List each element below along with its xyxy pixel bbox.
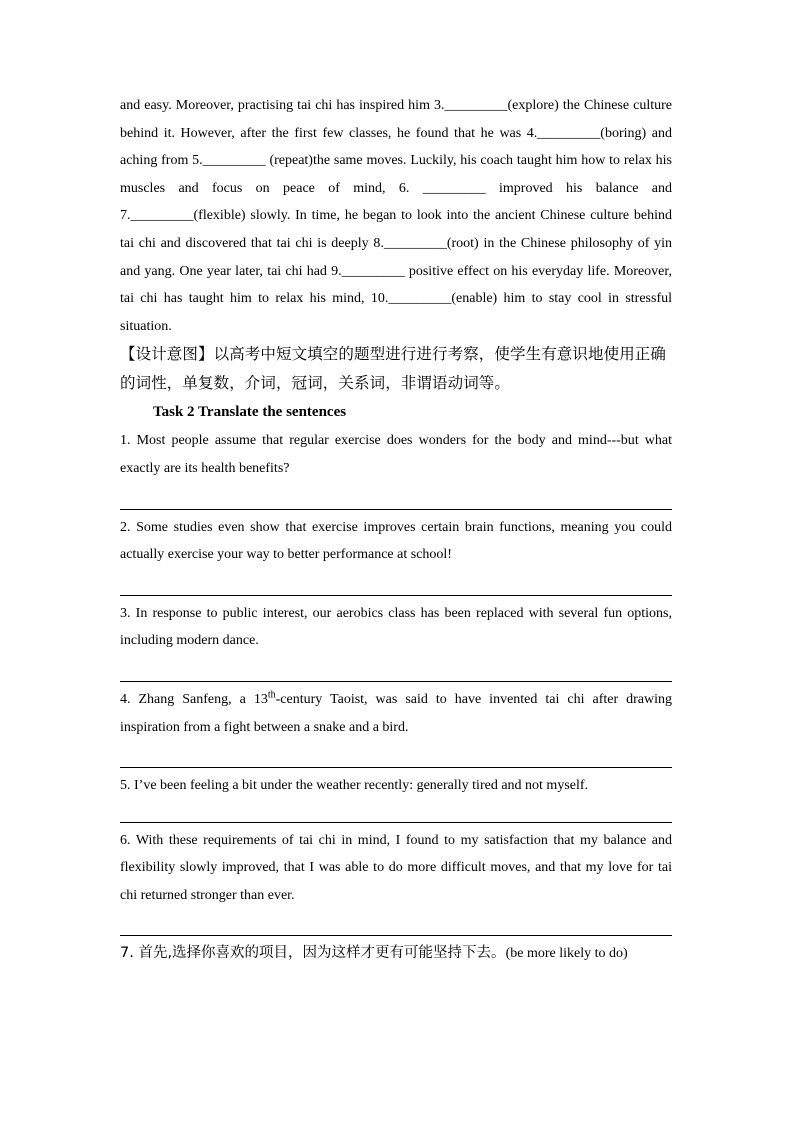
sentence-2: 2. Some studies even show that exercise improves certain brain functions, meaning you could actually exercise your way to better performance at school! xyxy=(120,519,672,563)
sentence-6: 6. With these requirements of tai chi in mind, I found to my satisfaction that my balance and flexibility slowly improved, that I was able to do more difficult moves, and that my love for tai chi returned stronger than ever. xyxy=(120,832,672,903)
sentence-5: 5. I’ve been feeling a bit under the weather recently: generally tired and not myself. xyxy=(120,778,589,794)
sentence-7 xyxy=(120,940,672,968)
answer-line-2[interactable] xyxy=(120,569,672,596)
answer-line-3[interactable] xyxy=(120,655,672,682)
sentence-1: 1. Most people assume that regular exercise does wonders for the body and mind---but what exactly are its health benefits? xyxy=(120,433,672,476)
document-page xyxy=(120,92,672,968)
sentence-4 xyxy=(120,686,672,741)
sentence-7-hint: (be more likely to do) xyxy=(505,946,628,962)
answer-line-5[interactable] xyxy=(120,800,672,823)
answer-line-1[interactable] xyxy=(120,483,672,510)
sentence-7-chinese: 7. 首先,选择你喜欢的项目，因为这样才更有可能坚持下去。 xyxy=(120,945,506,962)
answer-line-6[interactable] xyxy=(120,909,672,936)
sentence-4-superscript: th xyxy=(267,689,276,701)
answer-line-4[interactable] xyxy=(120,741,672,768)
design-intent-note: 【设计意图】以高考中短文填空的题型进行进行考察，使学生有意识地使用正确的词性，单复数，介词，冠词，关系词，非谓语动词等。 xyxy=(120,345,667,393)
passage-paragraph: and easy. Moreover, practising tai chi has inspired him 3._________(explore) the Chinese culture behind it. However, after the first few classes, he found that he was 4._________(boring) and aching from 5._________ (repeat)the same moves. Luckily, his coach taught him how to relax his muscles and focus on peace of mind, 6. _________ improved his balance and 7._________(flexible) slowly. In time, he began to look into the ancient Chinese culture behind tai chi and discovered that tai chi is deeply 8._________(root) in the Chinese philosophy of yin and yang. One year later, tai chi had 9._________ positive effect on his everyday life. Moreover, tai chi has taught him to relax his mind, 10._________(enable) him to stay cool in stressful situation. xyxy=(120,98,672,334)
task2-title: Task 2 Translate the sentences xyxy=(153,404,347,421)
sentence-4-end: -century Taoist, was said to have invented tai chi after drawing inspiration from a fight between a snake and a bird. xyxy=(120,691,672,735)
sentence-4-start: 4. Zhang Sanfeng, a 13 xyxy=(120,691,268,707)
sentence-3: 3. In response to public interest, our aerobics class has been replaced with several fun options, including modern dance. xyxy=(120,605,672,649)
